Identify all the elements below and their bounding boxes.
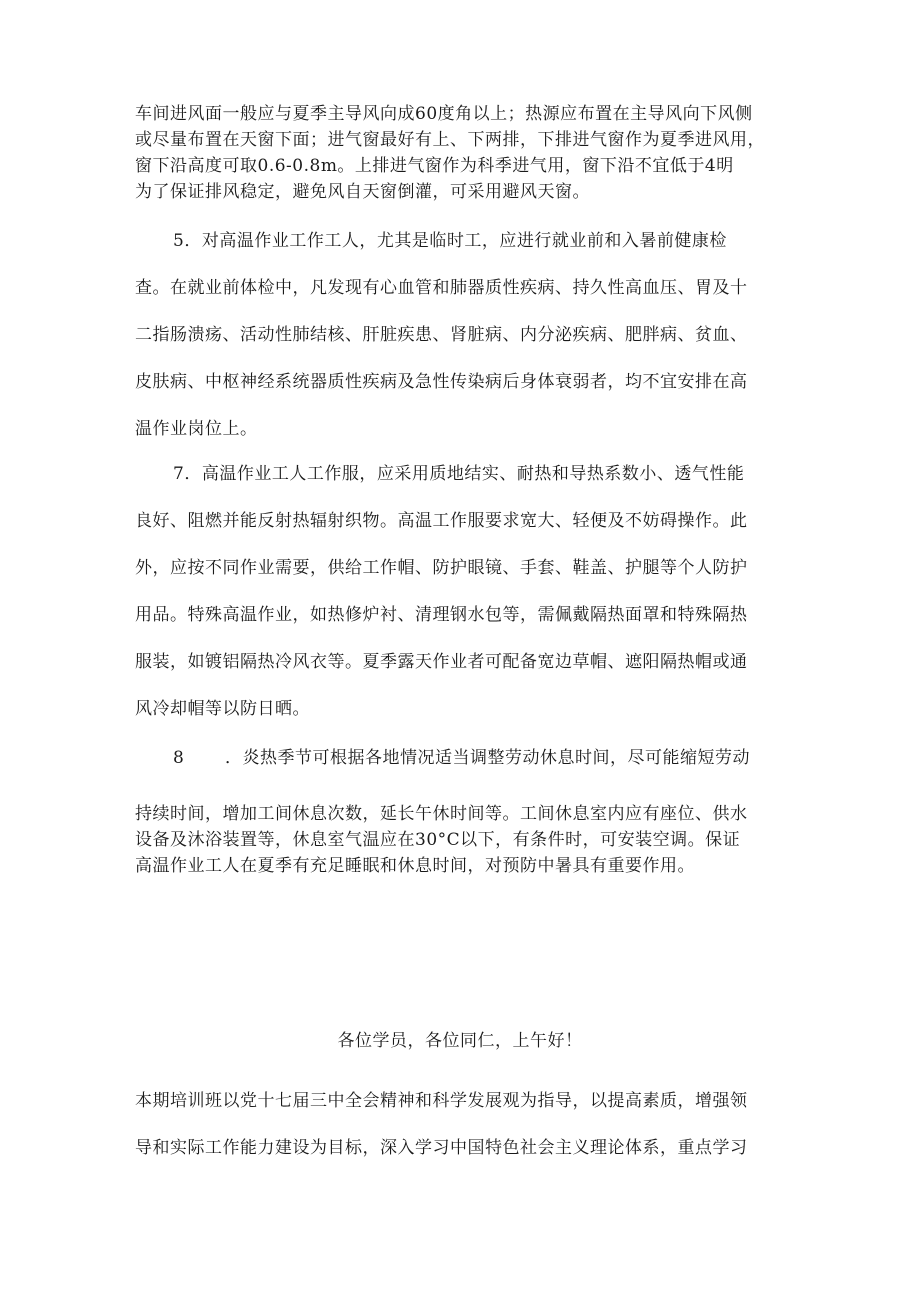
- text-line: 导和实际工作能力建设为目标，深入学习中国特色社会主义理论体系，重点学习: [135, 1138, 748, 1158]
- text-line: 服装，如镀铝隔热冷风衣等。夏季露天作业者可配备宽边草帽、遮阳隔热帽或通: [135, 652, 748, 672]
- text-line: 风冷却帽等以防日晒。: [135, 699, 310, 719]
- text-line: 高温作业工人在夏季有充足睡眠和休息时间，对预防中暑具有重要作用。: [135, 856, 695, 876]
- text-fragment: ．炎热季节可根据各地情况适当调整劳动休息时间，尽可能缩短劳动: [225, 748, 750, 768]
- text-line: 5．对高温作业工作工人，尤其是临时工，应进行就业前和入暑前健康检: [173, 231, 727, 251]
- text-line: 外，应按不同作业需要，供给工作帽、防护眼镜、手套、鞋盖、护腿等个人防护: [135, 558, 748, 578]
- text-line: [135, 735, 795, 782]
- paragraph-ventilation: [135, 101, 795, 205]
- text-line: 二指肠溃疡、活动性肺结核、肝脏疾患、肾脏病、内分泌疾病、肥胖病、贫血、: [135, 325, 748, 345]
- text-line: 温作业岗位上。: [135, 419, 258, 439]
- text-line: 窗下沿高度可取0.6-0.8m。上排进气窗作为科季进气用，窗下沿不宜低于4明: [135, 156, 734, 176]
- paragraph-item-5: [135, 218, 795, 453]
- text-line: 或尽量布置在天窗下面；进气窗最好有上、下两排，下排进气窗作为夏季进风用，: [135, 130, 765, 150]
- paragraph-item-8-first-line: [135, 735, 795, 782]
- text-line: 皮肤病、中枢神经系统器质性疾病及急性传染病后身体衰弱者，均不宜安排在高: [135, 372, 748, 392]
- text-line: 为了保证排风稳定，避免风自天窗倒灌，可采用避风天窗。: [135, 182, 590, 202]
- text-line: 车间进风面一般应与夏季主导风向成60度角以上；热源应布置在主导风向下风侧: [135, 104, 753, 124]
- text-line: 设备及沐浴装置等，休息室气温应在30°C以下，有条件时，可安装空调。保证: [135, 830, 741, 850]
- text-line: 用品。特殊高温作业，如热修炉衬、清理钢水包等，需佩戴隔热面罩和特殊隔热: [135, 605, 748, 625]
- text-line: 本期培训班以党十七届三中全会精神和科学发展观为指导，以提高素质，增强领: [135, 1091, 748, 1111]
- text-line: 查。在就业前体检中，凡发现有心血管和肺器质性疾病、持久性高血压、胃及十: [135, 278, 748, 298]
- paragraph-item-7: [135, 451, 795, 733]
- item-number: 8: [173, 748, 185, 768]
- paragraph-item-8-body: [135, 801, 795, 879]
- paragraph-training-intro: [135, 1078, 795, 1172]
- greeting-line: 各位学员，各位同仁，上午好！: [337, 1031, 583, 1051]
- text-line: 持续时间，增加工间休息次数，延长午休时间等。工间休息室内应有座位、供水: [135, 804, 748, 824]
- text-line: 良好、阻燃并能反射热辐射织物。高温工作服要求宽大、轻便及不妨碍操作。此: [135, 511, 748, 531]
- text-line: 7．高温作业工人工作服，应采用质地结实、耐热和导热系数小、透气性能: [173, 464, 745, 484]
